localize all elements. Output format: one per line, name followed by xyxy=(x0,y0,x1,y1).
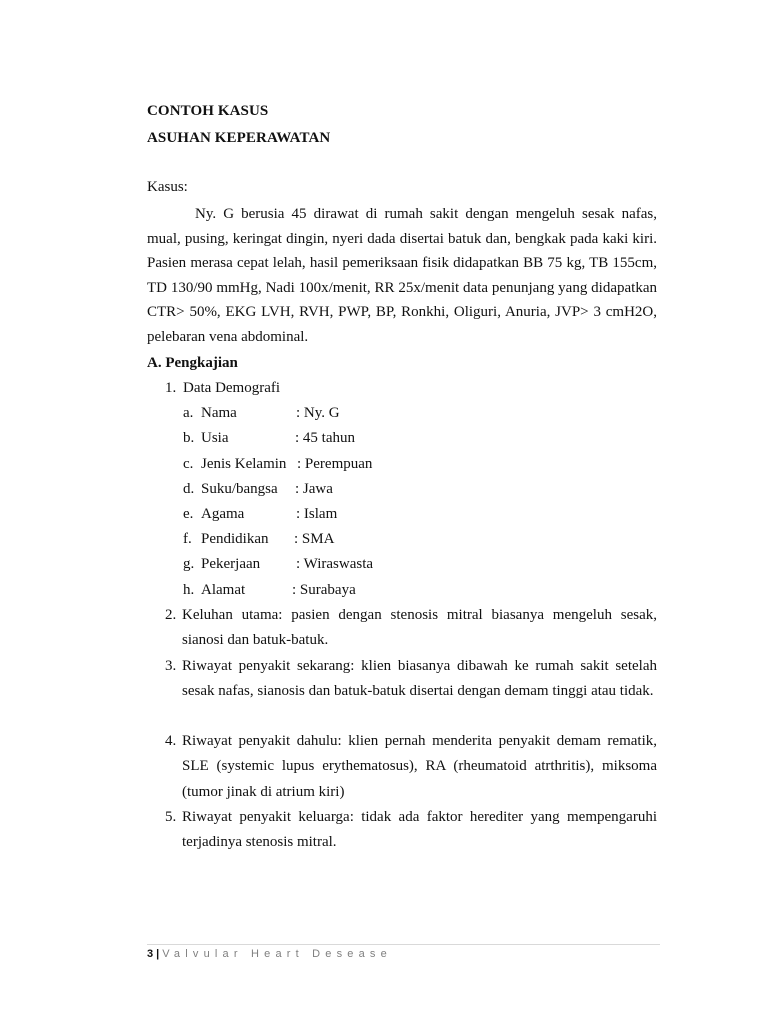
demografi-letter: f. xyxy=(183,531,192,547)
footer-separator: | xyxy=(156,948,160,960)
demografi-label: Usia xyxy=(201,430,229,446)
list-item-number: 4. xyxy=(165,733,177,749)
demografi-letter: e. xyxy=(183,506,194,522)
demografi-letter: b. xyxy=(183,430,195,446)
list-item-riwayat-sekarang xyxy=(165,654,657,705)
demografi-letter: d. xyxy=(183,481,195,497)
list-item-number: 2. xyxy=(165,607,177,623)
demografi-letter: g. xyxy=(183,556,195,572)
demografi-row xyxy=(183,531,269,548)
demografi-value: : 45 tahun xyxy=(295,430,355,446)
demografi-letter: h. xyxy=(183,582,195,598)
demografi-label: Pendidikan xyxy=(201,531,269,547)
section-title-pengkajian: A. Pengkajian xyxy=(147,355,238,371)
demografi-value: : Wiraswasta xyxy=(296,556,374,572)
page-number: 3 xyxy=(147,948,154,960)
list-item-number: 3. xyxy=(165,658,177,674)
demografi-row xyxy=(183,556,260,573)
list-item-text: Riwayat penyakit dahulu: klien pernah menderita penyakit demam rematik, SLE (systemic lupus erythematosus), RA (rheumatoid atrthritis), miksoma (tumor jinak di atrium kiri) xyxy=(182,733,657,800)
demografi-row xyxy=(183,430,229,447)
demografi-letter: a. xyxy=(183,405,194,421)
footer-divider xyxy=(147,944,660,945)
page-footer xyxy=(147,948,392,960)
demografi-value: : Surabaya xyxy=(292,582,356,598)
list-item-keluhan-utama xyxy=(165,603,657,654)
demografi-label: Pekerjaan xyxy=(201,556,261,572)
demografi-letter: c. xyxy=(183,456,194,472)
list-item-text: Keluhan utama: pasien dengan stenosis mitral biasanya mengeluh sesak, sianosi dan batuk-batuk. xyxy=(182,607,657,649)
list-item-riwayat-keluarga xyxy=(165,805,657,856)
demografi-label: Suku/bangsa xyxy=(201,481,278,497)
list-item-text: Riwayat penyakit sekarang: klien biasanya dibawah ke rumah sakit setelah sesak nafas, sianosis dan batuk-batuk disertai dengan demam tinggi atau tidak. xyxy=(182,658,657,700)
demografi-label: Agama xyxy=(201,506,245,522)
demografi-value: : Islam xyxy=(296,506,338,522)
demografi-row xyxy=(183,506,244,523)
demografi-row xyxy=(183,405,237,422)
heading-line-1: CONTOH KASUS xyxy=(147,103,269,119)
demografi-label: Nama xyxy=(201,405,237,421)
item-1-number: 1. xyxy=(165,380,177,396)
demografi-label: Alamat xyxy=(201,582,246,598)
heading-line-2: ASUHAN KEPERAWATAN xyxy=(147,130,331,146)
list-item-riwayat-dahulu xyxy=(165,729,657,805)
demografi-row xyxy=(183,456,286,473)
list-item-number: 5. xyxy=(165,809,177,825)
demografi-row xyxy=(183,582,245,599)
kasus-label: Kasus: xyxy=(147,179,188,195)
demografi-value: : SMA xyxy=(294,531,335,547)
item-1-label: Data Demografi xyxy=(183,380,281,396)
kasus-paragraph: Ny. G berusia 45 dirawat di rumah sakit dengan mengeluh sesak nafas, mual, pusing, keringat dingin, nyeri dada disertai batuk dan, bengkak pada kaki kiri. Pasien merasa cepat lelah, hasil pemeriksaan fisik didapatkan BB 75 kg, TB 155cm, TD 130/90 mmHg, Nadi 100x/menit, RR 25x/menit data penunjang yang didapatkan CTR> 50%, EKG LVH, RVH, PWP, BP, Ronkhi, Oliguri, Anuria, JVP> 3 cmH2O, pelebaran vena abdominal. xyxy=(147,206,657,345)
demografi-row xyxy=(183,481,278,498)
demografi-value: : Jawa xyxy=(295,481,333,497)
list-item-text: Riwayat penyakit keluarga: tidak ada faktor herediter yang mempengaruhi terjadinya stenosis mitral. xyxy=(182,809,657,851)
demografi-value: : Perempuan xyxy=(297,456,373,472)
demografi-value: : Ny. G xyxy=(296,405,340,421)
footer-title: Valvular Heart Desease xyxy=(162,948,392,960)
demografi-label: Jenis Kelamin xyxy=(201,456,287,472)
